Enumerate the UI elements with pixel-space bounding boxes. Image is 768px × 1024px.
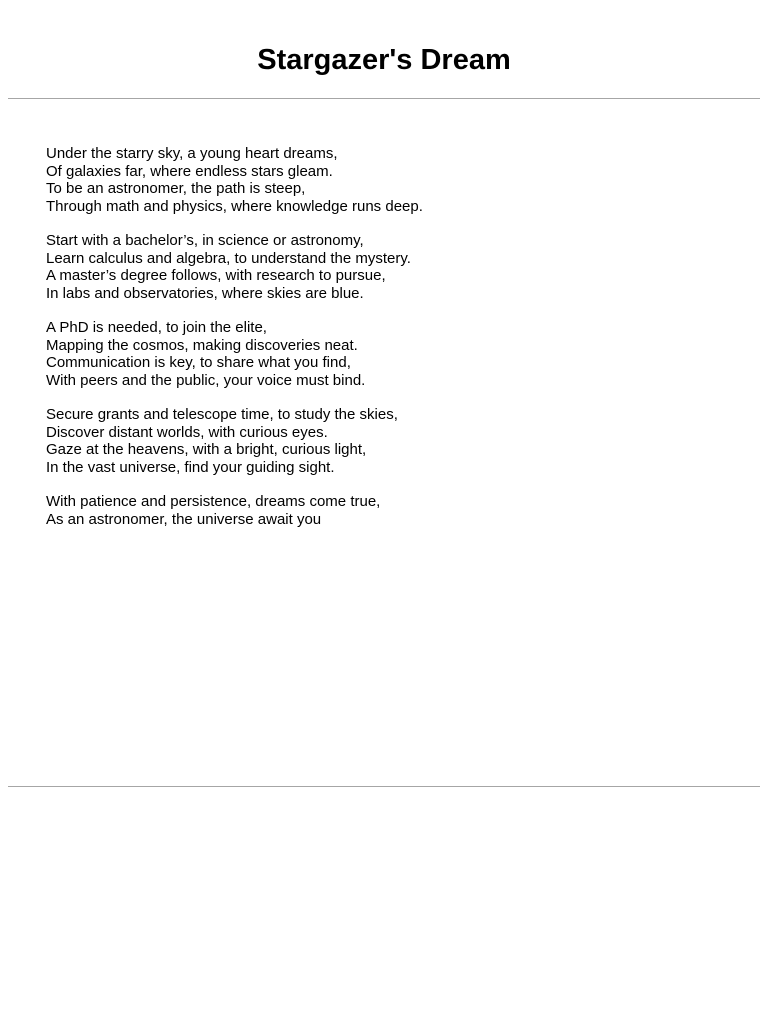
poem-line: Under the starry sky, a young heart dreams, bbox=[46, 145, 338, 162]
poem-line: In labs and observatories, where skies are blue. bbox=[46, 284, 364, 302]
poem-line: Gaze at the heavens, with a bright, curious light, bbox=[46, 441, 367, 458]
poem-line: A master’s degree follows, with research to pursue, bbox=[46, 267, 386, 284]
poem-line: Communication is key, to share what you find, bbox=[46, 354, 351, 371]
poem-line: Mapping the cosmos, making discoveries neat. bbox=[46, 336, 358, 354]
poem-line: Secure grants and telescope time, to study the skies, bbox=[46, 406, 398, 423]
stanza-5 bbox=[46, 493, 746, 528]
bottom-divider bbox=[8, 786, 760, 787]
poem-title: Stargazer's Dream bbox=[257, 44, 511, 76]
poem-line: With patience and persistence, dreams come true, bbox=[46, 493, 381, 510]
stanza-4 bbox=[46, 406, 746, 476]
stanza-2 bbox=[46, 232, 746, 302]
poem-line: Of galaxies far, where endless stars gleam. bbox=[46, 162, 333, 180]
poem-line: Learn calculus and algebra, to understand the mystery. bbox=[46, 249, 411, 267]
poem-line: As an astronomer, the universe await you bbox=[46, 510, 322, 528]
stanza-1 bbox=[46, 145, 746, 215]
poem-line: Discover distant worlds, with curious eyes. bbox=[46, 423, 328, 441]
poem-line: With peers and the public, your voice must bind. bbox=[46, 371, 366, 389]
poem-line: Start with a bachelor’s, in science or astronomy, bbox=[46, 232, 364, 249]
top-divider bbox=[8, 98, 760, 99]
stanza-3 bbox=[46, 319, 746, 389]
poem-line: To be an astronomer, the path is steep, bbox=[46, 180, 306, 197]
poem-line: In the vast universe, find your guiding sight. bbox=[46, 458, 335, 476]
poem-line: A PhD is needed, to join the elite, bbox=[46, 319, 267, 336]
poem-body bbox=[46, 145, 746, 545]
poem-line: Through math and physics, where knowledge runs deep. bbox=[46, 197, 423, 215]
